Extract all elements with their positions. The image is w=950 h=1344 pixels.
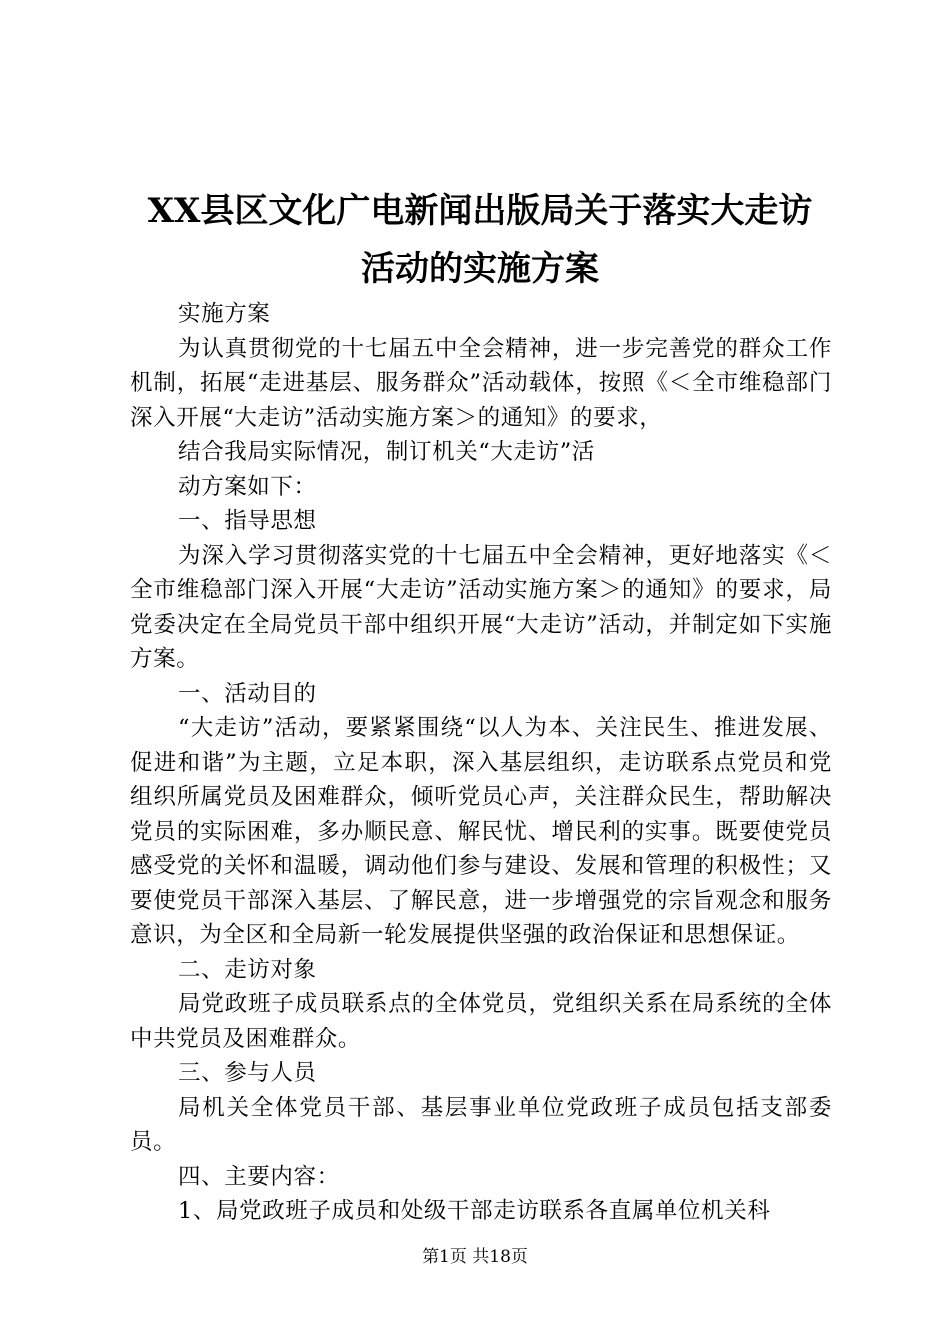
document-title-line-2: 活动的实施方案	[361, 249, 599, 289]
section-heading: 三、参与人员	[178, 1060, 317, 1086]
paragraph: “大走访”活动，要紧紧围绕“以人为本、关注民生、推进发展、促进和谐”为主题，立足本职，深入基层组织，走访联系点党员和党组织所属党员及困难群众，倾听党员心声，关注群众民生，帮助解决党员的实际困难，多办顺民意、解民忧、增民利的实事。既要使党员感受党的关怀和温暖，调动他们参与建设、发展和管理的积极性；又要使党员干部深入基层、了解民意，进一步增强党的宗旨观念和服务意识，为全区和全局新一轮发展提供坚强的政治保证和思想保证。	[130, 715, 832, 948]
section-heading: 一、活动目的	[178, 680, 317, 707]
document-body	[130, 297, 832, 1229]
paragraph: 动方案如下：	[178, 473, 317, 500]
page-footer: 第1页 共18页	[422, 1247, 528, 1267]
section-heading: 二、走访对象	[178, 956, 317, 983]
paragraph: 结合我局实际情况，制订机关“大走访”活	[178, 439, 595, 465]
paragraph: 为认真贯彻党的十七届五中全会精神，进一步完善党的群众工作机制，拓展“走进基层、服务群众”活动载体，按照《＜全市维稳部门深入开展“大走访”活动实施方案＞的通知》的要求，	[130, 335, 832, 431]
paragraph: 实施方案	[178, 301, 271, 327]
paragraph: 局党政班子成员联系点的全体党员，党组织关系在局系统的全体中共党员及困难群众。	[130, 991, 832, 1052]
document-title-line-1: XX县区文化广电新闻出版局关于落实大走访	[147, 191, 813, 231]
section-heading: 四、主要内容：	[178, 1163, 340, 1190]
paragraph: 1、局党政班子成员和处级干部走访联系各直属单位机关科	[178, 1198, 771, 1224]
section-heading: 一、指导思想	[178, 508, 317, 534]
paragraph: 局机关全体党员干部、基层事业单位党政班子成员包括支部委员。	[130, 1094, 832, 1155]
paragraph: 为深入学习贯彻落实党的十七届五中全会精神，更好地落实《＜全市维稳部门深入开展“大走访”活动实施方案＞的通知》的要求，局党委决定在全局党员干部中组织开展“大走访”活动，并制定如下实施方案。	[130, 542, 832, 672]
